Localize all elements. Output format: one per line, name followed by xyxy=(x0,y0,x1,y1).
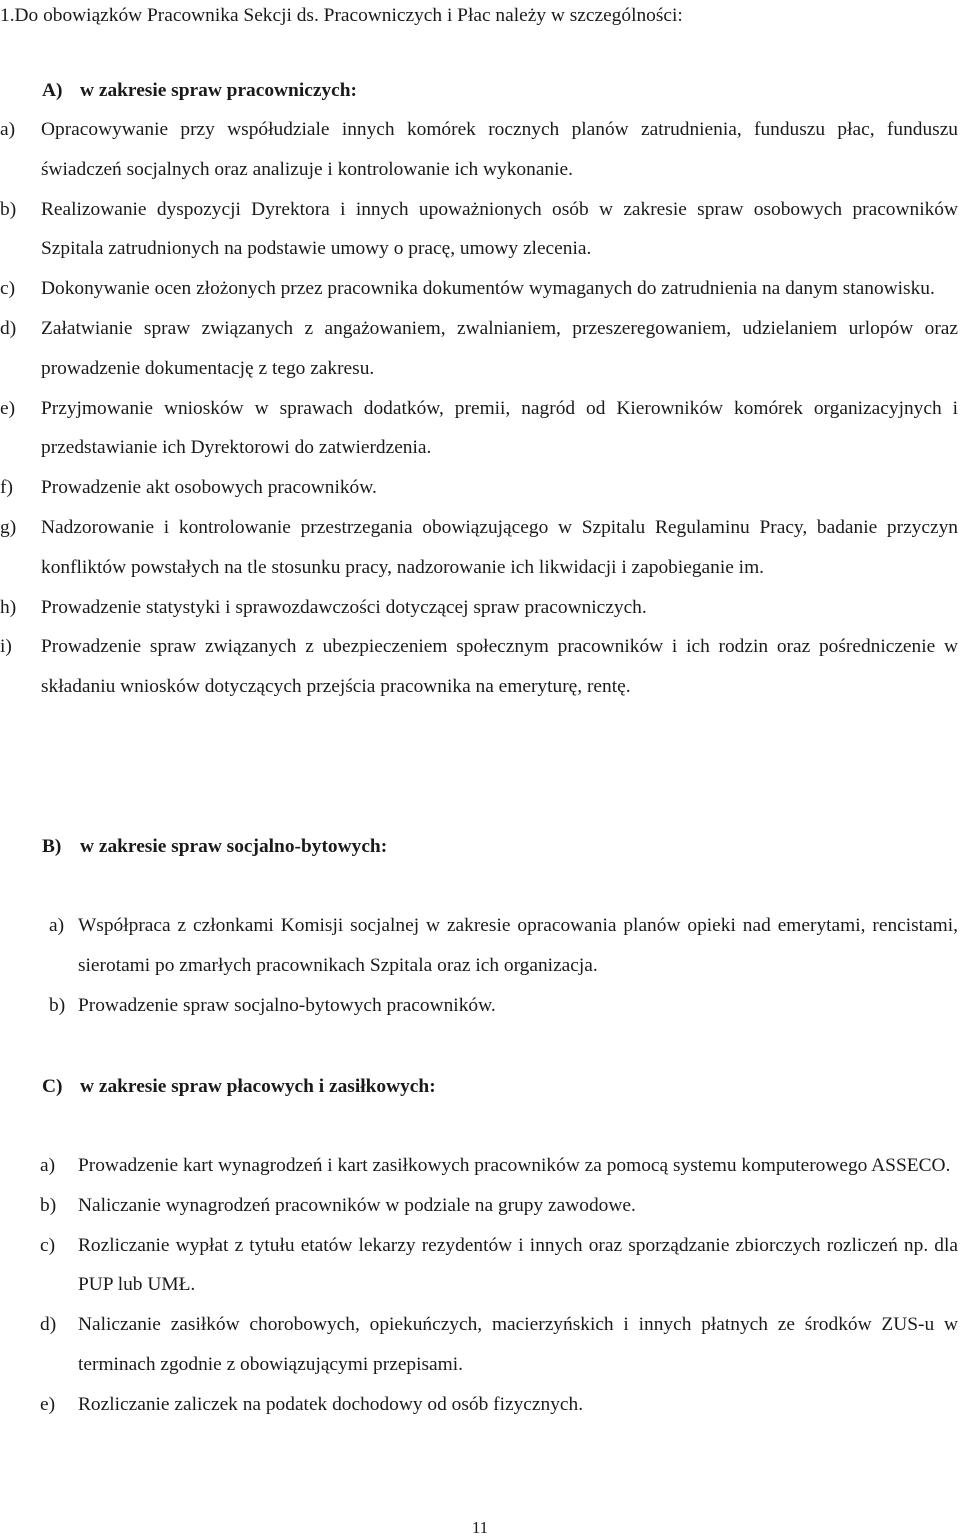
item-letter: a) xyxy=(49,915,65,936)
list-item xyxy=(0,309,958,389)
item-letter: i) xyxy=(0,636,12,658)
section-a-heading xyxy=(42,79,357,103)
item-text: Opracowywanie przy współudziale innych komórek rocznych planów zatrudnienia, funduszu płac, funduszu świadczeń socjalnych oraz analizuje i kontrolowanie ich wykonanie. xyxy=(41,119,958,180)
section-b-letter: B) xyxy=(42,836,62,857)
item-text: Współpraca z członkami Komisji socjalnej w zakresie opracowania planów opieki nad emerytami, rencistami, sierotami po zmarłych pracownikach Szpitala oraz ich organizacja. xyxy=(78,915,958,976)
item-text: Prowadzenie akt osobowych pracowników. xyxy=(41,477,377,499)
item-text: Nadzorowanie i kontrolowanie przestrzegania obowiązującego w Szpitalu Regulaminu Pracy, badanie przyczyn konfliktów powstałych na tle stosunku pracy, nadzorowanie ich likwidacji i zapobieganie im. xyxy=(41,516,958,578)
section-a-list xyxy=(0,110,958,707)
list-item xyxy=(0,190,958,270)
item-text: Przyjmowanie wniosków w sprawach dodatków, premii, nagród od Kierowników komórek organizacyjnych i przedstawianie ich Dyrektorowi do zatwierdzenia. xyxy=(41,397,958,459)
item-text: Prowadzenie kart wynagrodzeń i kart zasiłkowych pracowników za pomocą systemu komputerowego ASSECO. xyxy=(78,1155,951,1176)
item-text: Załatwianie spraw związanych z angażowaniem, zwalnianiem, przeszeregowaniem, udzielaniem urlopów oraz prowadzenie dokumentację z tego zakresu. xyxy=(41,317,958,379)
item-letter: b) xyxy=(49,994,66,1016)
item-letter: d) xyxy=(40,1314,57,1336)
section-c-letter: C) xyxy=(42,1076,63,1097)
item-letter: e) xyxy=(40,1393,56,1415)
item-text: Naliczanie zasiłków chorobowych, opiekuńczych, macierzyńskich i innych płatnych ze środków ZUS-u w terminach zgodnie z obowiązującymi przepisami. xyxy=(78,1314,958,1375)
item-text: Prowadzenie statystyki i sprawozdawczości dotyczącej spraw pracowniczych. xyxy=(41,596,647,618)
section-b-list xyxy=(0,906,958,1025)
list-item xyxy=(0,389,958,469)
item-letter: f) xyxy=(0,477,13,499)
item-text: Prowadzenie spraw socjalno-bytowych pracowników. xyxy=(78,994,496,1016)
list-item xyxy=(0,1146,958,1186)
section-a-letter: A) xyxy=(42,80,63,101)
item-text: Realizowanie dyspozycji Dyrektora i innych upoważnionych osób w zakresie spraw osobowych pracowników Szpitala zatrudnionych na podstawie umowy o pracę, umowy zlecenia. xyxy=(41,198,958,260)
section-c-list xyxy=(0,1146,958,1425)
list-item xyxy=(0,508,958,588)
item-text: Rozliczanie zaliczek na podatek dochodowy od osób fizycznych. xyxy=(78,1393,584,1415)
item-text: Dokonywanie ocen złożonych przez pracownika dokumentów wymaganych do zatrudnienia na danym stanowisku. xyxy=(41,278,935,300)
section-b-title: w zakresie spraw socjalno-bytowych: xyxy=(80,836,388,857)
item-letter: h) xyxy=(0,596,17,618)
list-item xyxy=(0,1186,958,1226)
section-c-heading xyxy=(42,1075,436,1099)
list-item xyxy=(0,1385,958,1425)
item-letter: g) xyxy=(0,516,17,538)
list-item xyxy=(0,110,958,190)
item-text: Prowadzenie spraw związanych z ubezpieczeniem społecznym pracowników i ich rodzin oraz pośredniczenie w składaniu wniosków dotyczących przejścia pracownika na emeryturę, rentę. xyxy=(41,636,958,698)
item-letter: d) xyxy=(0,317,17,339)
list-item xyxy=(0,986,958,1026)
list-item xyxy=(0,627,958,707)
intro-heading: 1.Do obowiązków Pracownika Sekcji ds. Pracowniczych i Płac należy w szczególności: xyxy=(0,5,683,26)
item-letter: a) xyxy=(40,1155,56,1176)
list-item xyxy=(0,468,958,508)
item-letter: c) xyxy=(0,278,16,300)
page-number: 11 xyxy=(471,1518,489,1537)
item-text: Rozliczanie wypłat z tytułu etatów lekarzy rezydentów i innych oraz sporządzanie zbiorczych rozliczeń np. dla PUP lub UMŁ. xyxy=(78,1234,958,1296)
item-text: Naliczanie wynagrodzeń pracowników w podziale na grupy zawodowe. xyxy=(78,1194,636,1216)
item-letter: b) xyxy=(0,198,17,220)
list-item xyxy=(0,906,958,986)
list-item xyxy=(0,1226,958,1306)
section-a-title: w zakresie spraw pracowniczych: xyxy=(80,80,357,101)
section-c-title: w zakresie spraw płacowych i zasiłkowych: xyxy=(80,1076,436,1097)
item-letter: c) xyxy=(40,1234,56,1256)
item-letter: b) xyxy=(40,1194,57,1216)
section-b-heading xyxy=(42,835,387,859)
list-item xyxy=(0,588,958,628)
list-item xyxy=(0,1305,958,1385)
list-item xyxy=(0,269,958,309)
item-letter: e) xyxy=(0,397,16,419)
item-letter: a) xyxy=(0,119,16,140)
